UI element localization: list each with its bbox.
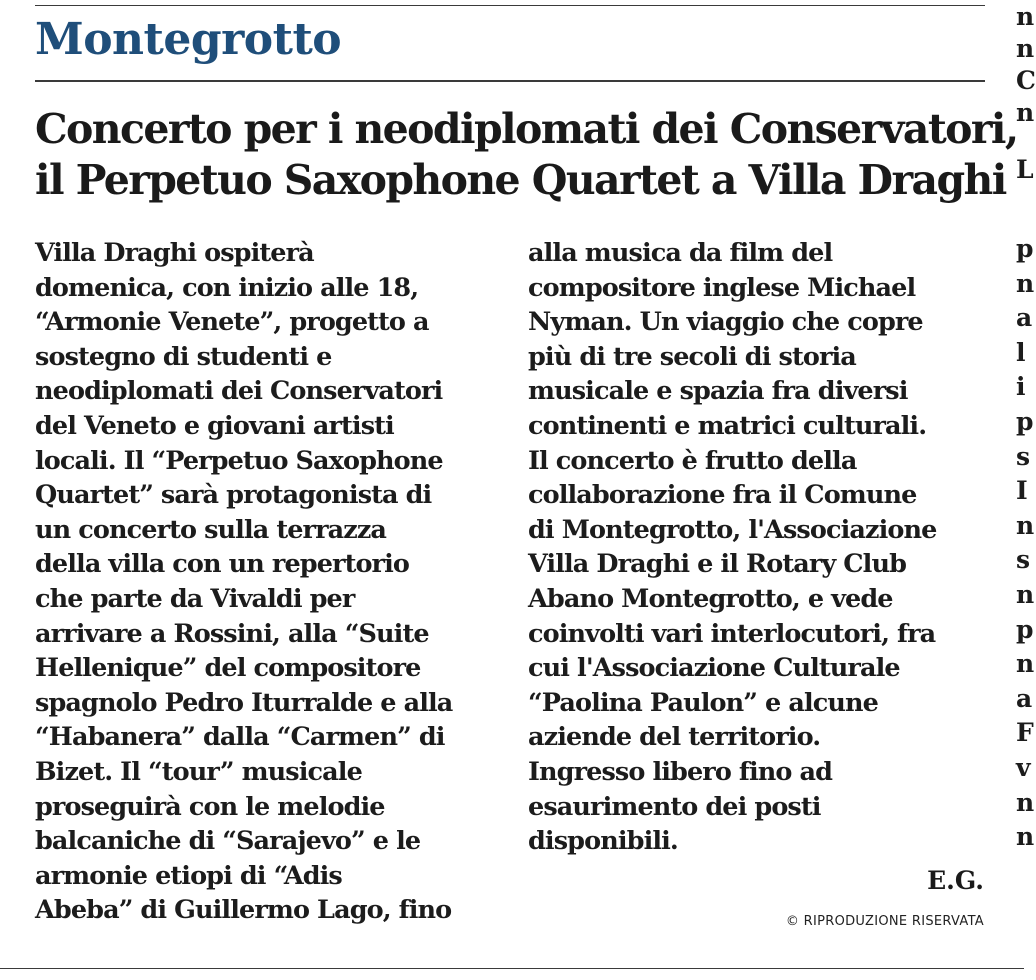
article-text-line: Abeba” di Guillermo Lago, fino bbox=[35, 895, 452, 926]
article-text-line: cui l'Associazione Culturale bbox=[528, 653, 900, 684]
article-text-line: locali. Il “Perpetuo Saxophone bbox=[35, 445, 443, 476]
cropped-letter: F bbox=[1016, 718, 1034, 748]
cropped-letter: l bbox=[1016, 337, 1026, 367]
article-text-line: di Montegrotto, l'Associazione bbox=[528, 514, 937, 545]
article-text-line: “Habanera” dalla “Carmen” di bbox=[35, 722, 445, 753]
article-text-line: spagnolo Pedro Iturralde e alla bbox=[35, 687, 453, 718]
cropped-letter: n bbox=[1016, 510, 1035, 540]
section-title: Montegrotto bbox=[35, 14, 342, 65]
article-text-line: Hellenique” del compositore bbox=[35, 653, 421, 684]
cropped-letter: C bbox=[1016, 66, 1036, 95]
cropped-letter: p bbox=[1016, 407, 1034, 436]
article-text-line: del Veneto e giovani artisti bbox=[35, 410, 394, 441]
article-text-line: musicale e spazia fra diversi bbox=[528, 376, 908, 407]
cropped-letter: p bbox=[1016, 614, 1034, 644]
author-initials: E.G. bbox=[927, 866, 984, 895]
article-text-line: esaurimento dei posti bbox=[528, 791, 821, 822]
copyright-notice: © RIPRODUZIONE RISERVATA bbox=[785, 914, 984, 929]
article-text-line: aziende del territorio. bbox=[528, 722, 821, 753]
cropped-letter: L bbox=[1016, 155, 1034, 184]
article-text-line: arrivare a Rossini, alla “Suite bbox=[35, 618, 429, 649]
cropped-letter: v bbox=[1016, 753, 1031, 782]
article-text-line: “Paolina Paulon” e alcune bbox=[528, 687, 878, 718]
article-text-line: Nyman. Un viaggio che copre bbox=[528, 307, 923, 338]
cropped-letter: n bbox=[1016, 822, 1035, 852]
cropped-letter: n bbox=[1016, 787, 1035, 817]
article-text-line: “Armonie Venete”, progetto a bbox=[35, 307, 429, 338]
article-text-line: balcaniche di “Sarajevo” e le bbox=[35, 826, 421, 857]
article-text-line: Abano Montegrotto, e vede bbox=[528, 583, 893, 614]
article-headline bbox=[35, 104, 1018, 206]
cropped-letter: a bbox=[1016, 683, 1033, 713]
article-text-line: armonie etiopi di “Adis bbox=[35, 860, 342, 891]
article-column-2 bbox=[528, 236, 998, 859]
article-text-line: disponibili. bbox=[528, 826, 678, 857]
article-text-line: Villa Draghi e il Rotary Club bbox=[528, 549, 907, 580]
article-text-line: alla musica da film del bbox=[528, 238, 833, 268]
top-rule bbox=[35, 5, 985, 6]
cropped-letter: s bbox=[1016, 545, 1031, 575]
article-text-line: coinvolti vari interlocutori, fra bbox=[528, 618, 936, 649]
article-text-line: Quartet” sarà protagonista di bbox=[35, 480, 432, 511]
article-text-line: compositore inglese Michael bbox=[528, 272, 916, 303]
cropped-letter: s bbox=[1016, 441, 1031, 471]
cropped-letter: n bbox=[1016, 580, 1035, 609]
article-column-1 bbox=[35, 236, 505, 928]
cropped-letter: I bbox=[1016, 476, 1028, 506]
article-text-line: proseguirà con le melodie bbox=[35, 791, 385, 822]
headline-line: il Perpetuo Saxophone Quartet a Villa Draghi bbox=[35, 156, 1006, 204]
bottom-rule bbox=[0, 968, 1024, 969]
cropped-letter: n bbox=[1016, 649, 1035, 679]
cropped-letter: p bbox=[1016, 234, 1034, 263]
article-text-line: della villa con un repertorio bbox=[35, 549, 409, 580]
article-text-line: Villa Draghi ospiterà bbox=[35, 238, 314, 268]
article-text-line: più di tre secoli di storia bbox=[528, 341, 856, 372]
article-text-line: Bizet. Il “tour” musicale bbox=[35, 756, 362, 787]
article-text-line: collaborazione fra il Comune bbox=[528, 480, 917, 511]
article-text-line: continenti e matrici culturali. bbox=[528, 410, 927, 441]
article-text-line: un concerto sulla terrazza bbox=[35, 514, 387, 545]
cropped-letter: n bbox=[1016, 98, 1035, 127]
headline-line: Concerto per i neodiplomati dei Conservatori, bbox=[35, 105, 1018, 153]
article-text-line: sostegno di studenti e bbox=[35, 341, 332, 372]
article-text-line: Ingresso libero fino ad bbox=[528, 756, 833, 787]
cropped-letter: n bbox=[1016, 2, 1035, 31]
cropped-letter: n bbox=[1016, 34, 1035, 63]
adjacent-column-edge bbox=[1014, 0, 1036, 980]
article-text-line: neodiplomati dei Conservatori bbox=[35, 376, 443, 407]
section-rule bbox=[35, 80, 985, 82]
cropped-letter: i bbox=[1016, 372, 1026, 402]
cropped-letter: a bbox=[1016, 303, 1033, 333]
article-text-line: Il concerto è frutto della bbox=[528, 445, 857, 476]
cropped-letter: n bbox=[1016, 268, 1035, 298]
article-text-line: domenica, con inizio alle 18, bbox=[35, 272, 419, 303]
article-text-line: che parte da Vivaldi per bbox=[35, 583, 355, 614]
